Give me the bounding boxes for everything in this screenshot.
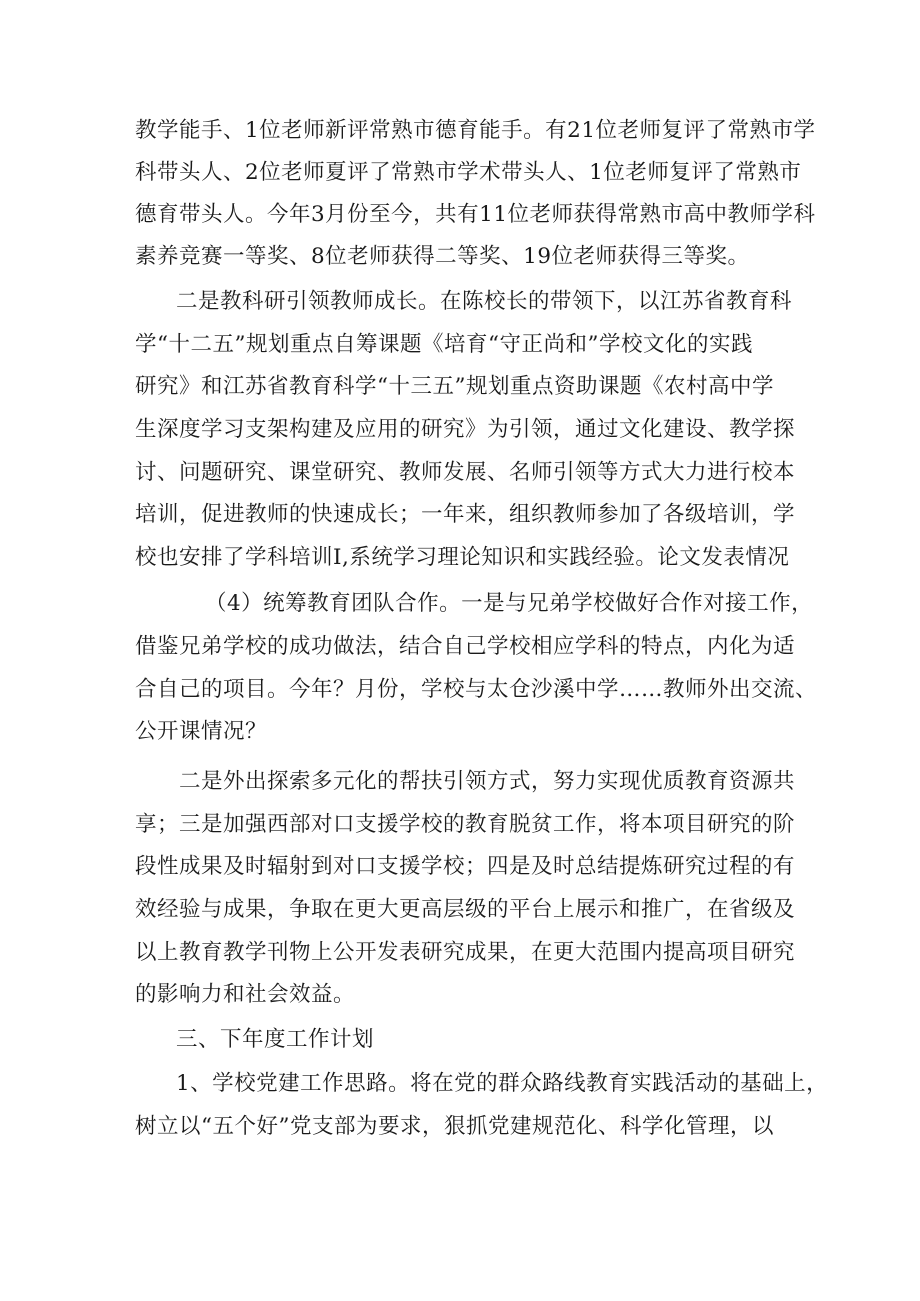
text-line: 学“十二五”规划重点自筹课题《培育“守正尚和”学校文化的实践 [135,332,753,357]
text-line: 讨、问题研究、课堂研究、教师发展、名师引领等方式大力进行校本 [135,460,796,485]
text-line: 素养竞赛一等奖、8位老师获得二等奖、19位老师获得三等奖。 [135,244,750,269]
text-line: 公开课情况？ [135,719,268,744]
text-line: 享；三是加强西部对口支援学校的教育脱贫工作，将本项目研究的阶 [135,812,796,837]
paragraph-first-line: （4）统筹教育团队合作。一是与兄弟学校做好合作对接工作， [205,591,814,616]
text-line: 以上教育教学刊物上公开发表研究成果，在更大范围内提高项目研究 [135,940,796,965]
text-line: 德育带头人。今年3月份至今，共有11位老师获得常熟市高中教师学科 [135,202,816,227]
text-line: 科带头人、2位老师夏评了常熟市学术带头人、1位老师复评了常熟市 [135,160,802,185]
text-line: 教学能手、1位老师新评常熟市德育能手。有21位老师复评了常熟市学 [135,118,816,143]
text-line: 效经验与成果，争取在更大更高层级的平台上展示和推广，在省级及 [135,897,796,922]
text-line: 研究》和江苏省教育科学“十三五”规划重点资助课题《农村高中学 [135,374,774,399]
text-line: 培训，促进教师的快速成长；一年来，组织教师参加了各级培训，学 [135,502,796,527]
text-line: 树立以“五个好”党支部为要求，狠抓党建规范化、科学化管理，以 [135,1114,774,1139]
text-line: 校也安排了学科培训I,系统学习理论知识和实践经验。论文发表情况 [135,545,790,570]
paragraph-first-line: 1、学校党建工作思路。将在党的群众路线教育实践活动的基础上， [176,1071,829,1096]
text-line: 的影响力和社会效益。 [135,982,356,1007]
text-line: 合自己的项目。今年？月份，学校与太仓沙溪中学……教师外出交流、 [135,677,818,702]
text-line: 段性成果及时辐射到对口支援学校；四是及时总结提炼研究过程的有 [135,854,796,879]
text-line: 生深度学习支架构建及应用的研究》为引领，通过文化建设、教学探 [135,417,796,442]
paragraph-first-line: 二是教科研引领教师成长。在陈校长的带领下，以江苏省教育科 [176,289,793,314]
paragraph-first-line: 二是外出探索多元化的帮扶引领方式，努力实现优质教育资源共 [179,769,796,794]
text-line: 借鉴兄弟学校的成功做法，结合自己学校相应学科的特点，内化为适 [135,634,796,659]
section-heading: 三、下年度工作计划 [176,1027,375,1052]
